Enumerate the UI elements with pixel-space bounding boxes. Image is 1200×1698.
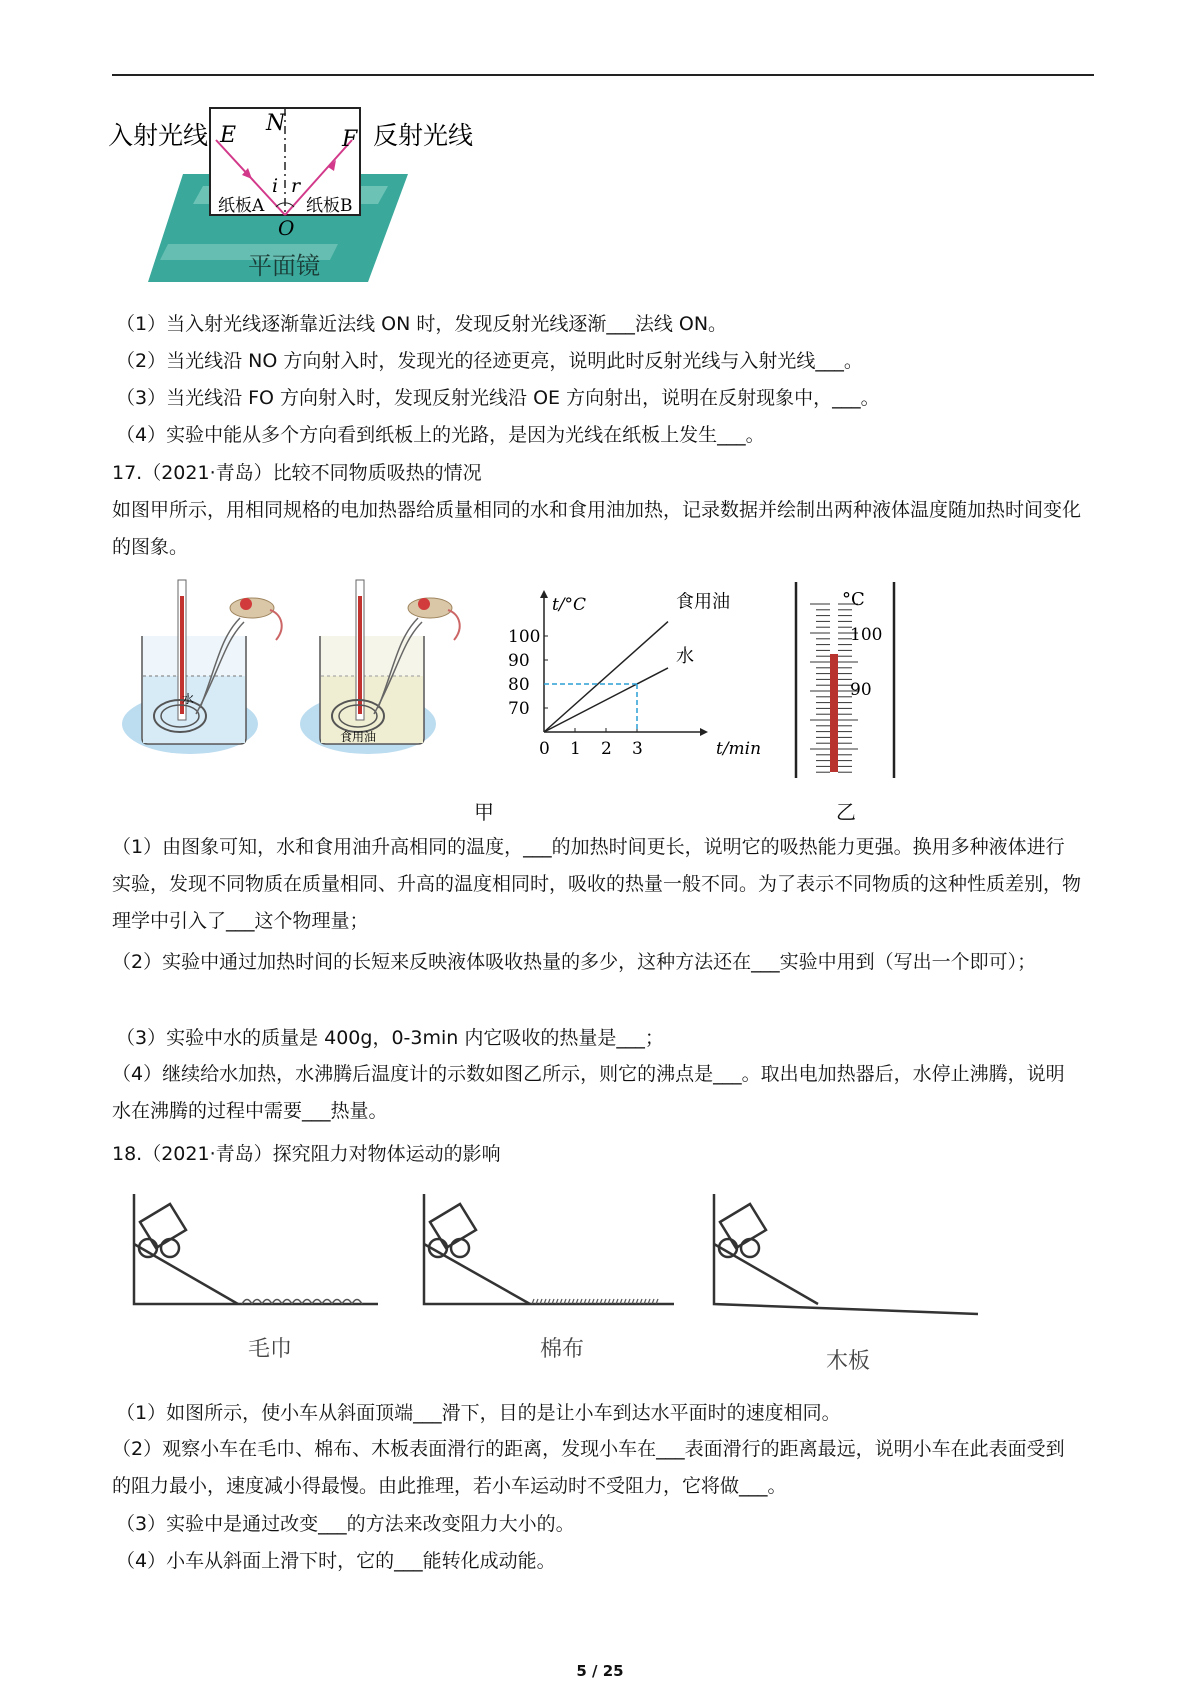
point-o-label: O [278, 216, 295, 240]
q17-item-1: （1）由图象可知，水和食用油升高相同的温度，___的加热时间更长，说明它的吸热能力更强。换用多种液体进行实验，发现不同物质在质量相同、升高的温度相同时，吸收的热量一般不同。为了表示不同物质的这种性质差别，物理学中引入了___这个物理量； [112, 836, 1082, 932]
temperature-time-chart [500, 580, 762, 780]
x-tick-label: 0 [539, 739, 550, 759]
x-axis-label: t/min [716, 739, 762, 759]
plane-mirror-label: 平面镜 [248, 252, 320, 280]
incident-ray-label: 入射光线 [108, 121, 209, 150]
mercury-column [830, 654, 838, 772]
incline-experiment-figure [118, 1186, 998, 1378]
q16-item-1: （1）当入射光线逐渐靠近法线 ON 时，发现反射光线逐渐___法线 ON。 [116, 313, 728, 335]
point-e-label: E [220, 123, 237, 148]
y-axis-arrow [540, 590, 548, 598]
q16-item-4: （4）实验中能从多个方向看到纸板上的光路，是因为光线在纸板上发生___。 [116, 424, 765, 446]
x-tick-label: 1 [570, 739, 581, 759]
q16-item-2: （2）当光线沿 NO 方向射入时，发现光的径迹更亮，说明此时反射光线与入射光线___。 [116, 350, 863, 372]
board-b-label: 纸板B [306, 196, 353, 216]
header-rule [112, 74, 1094, 76]
beaker-oil-figure [298, 578, 478, 763]
y-tick-label: 100 [508, 627, 541, 647]
board-a-label: 纸板A [218, 196, 265, 216]
reflected-ray-label: 反射光线 [373, 121, 474, 150]
x-tick-label: 3 [632, 739, 643, 759]
q18-item-2: （2）观察小车在毛巾、棉布、木板表面滑行的距离，发现小车在___表面滑行的距离最远，说明小车在此表面受到的阻力最小，速度减小得最慢。由此推理，若小车运动时不受阻力，它将做___。 [112, 1438, 1065, 1497]
point-n-label: N [266, 111, 286, 136]
surface-cloth-label: 棉布 [540, 1337, 585, 1362]
thermometer-figure [790, 582, 910, 778]
reflection-figure [108, 104, 488, 300]
surface-board-label: 木板 [826, 1349, 871, 1374]
q17-title: 17.（2021·青岛）比较不同物质吸热的情况 [112, 462, 482, 484]
y-tick-label: 80 [508, 675, 530, 695]
q18-item-3: （3）实验中是通过改变___的方法来改变阻力大小的。 [116, 1513, 575, 1535]
beaker-water-label: 水 [182, 692, 195, 706]
series-label-0: 食用油 [676, 591, 730, 613]
q18-item-4: （4）小车从斜面上滑下时，它的___能转化成动能。 [116, 1550, 556, 1572]
page-number: 5 / 25 [576, 1662, 624, 1680]
thermo-90-label: 90 [850, 680, 872, 700]
y-axis-label: t/°C [552, 595, 587, 615]
beaker-water-figure [120, 578, 300, 763]
x-tick-label: 2 [601, 739, 612, 759]
point-f-label: F [342, 127, 358, 152]
thermo-unit-label: °C [842, 589, 865, 610]
q16-item-3: （3）当光线沿 FO 方向射入时，发现反射光线沿 OE 方向射出，说明在反射现象中，___。 [116, 387, 880, 409]
q17-intro: 如图甲所示，用相同规格的电加热器给质量相同的水和食用油加热，记录数据并绘制出两种液体温度随加热时间变化的图象。 [112, 499, 1082, 558]
beaker-oil-label: 食用油 [340, 730, 377, 744]
x-axis-arrow [700, 728, 708, 736]
y-tick-label: 90 [508, 651, 530, 671]
fig-jia-label: 甲 [474, 800, 494, 824]
q18-title: 18.（2021·青岛）探究阻力对物体运动的影响 [112, 1143, 501, 1165]
q17-item-4: （4）继续给水加热，水沸腾后温度计的示数如图乙所示，则它的沸点是___。取出电加热器后，水停止沸腾，说明水在沸腾的过程中需要___热量。 [112, 1063, 1065, 1122]
angle-i-label: i [272, 175, 279, 197]
series-label-1: 水 [676, 645, 694, 667]
fig-yi-label: 乙 [836, 800, 856, 824]
q18-item-1: （1）如图所示，使小车从斜面顶端___滑下，目的是让小车到达水平面时的速度相同。 [116, 1402, 841, 1424]
surface-towel-label: 毛巾 [248, 1337, 293, 1362]
q17-item-2: （2）实验中通过加热时间的长短来反映液体吸收热量的多少，这种方法还在___实验中用到（写出一个即可）； [112, 951, 1037, 973]
thermo-100-label: 100 [850, 625, 883, 645]
q17-item-3: （3）实验中水的质量是 400g，0-3min 内它吸收的热量是___； [116, 1027, 664, 1049]
angle-r-label: r [291, 175, 301, 197]
y-tick-label: 70 [508, 699, 530, 719]
